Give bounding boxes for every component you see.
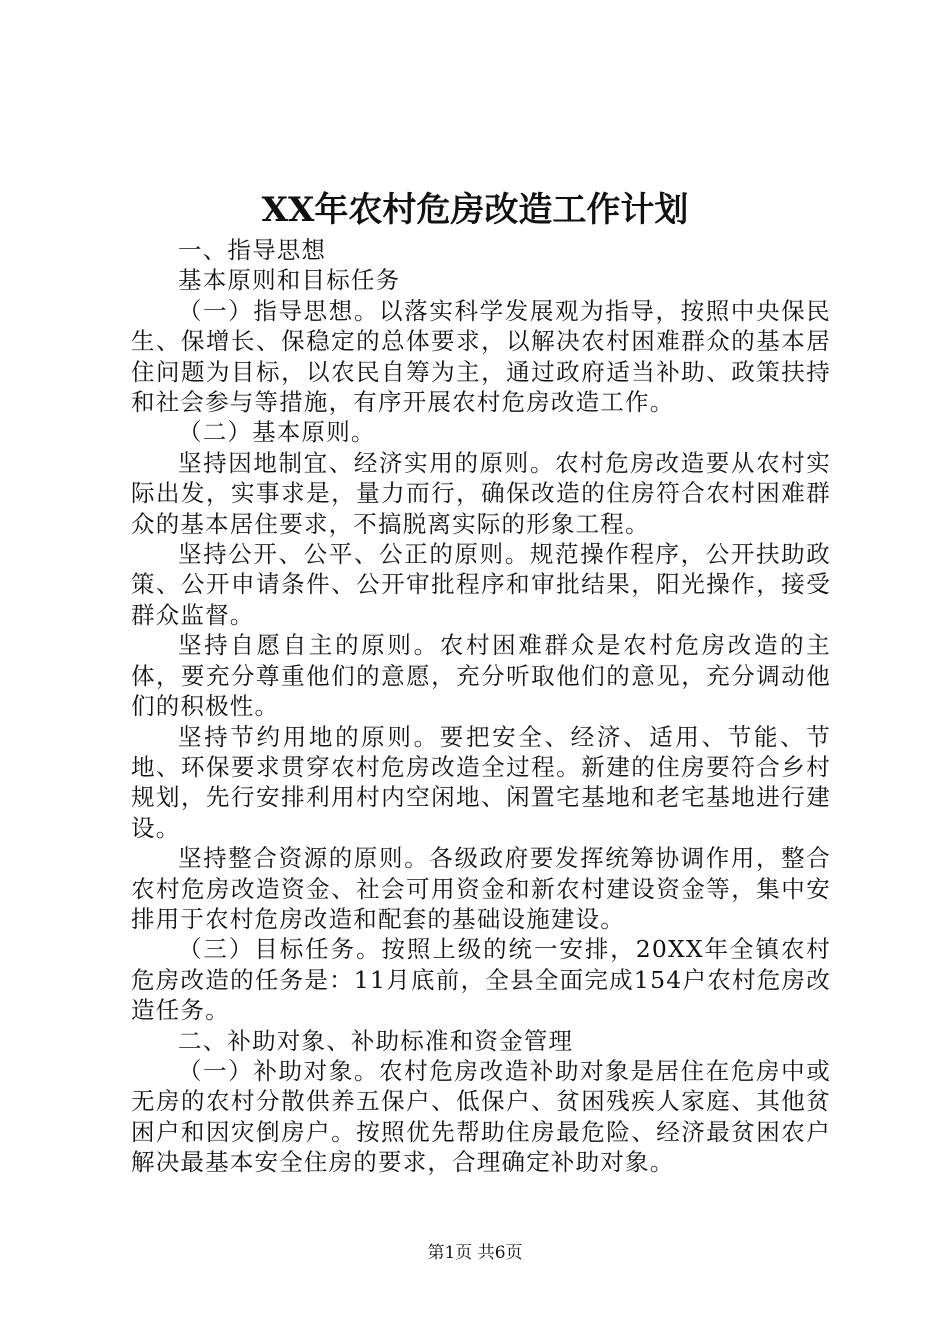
paragraph: 坚持因地制宜、经济实用的原则。农村危房改造要从农村实际出发，实事求是，量力而行，确保改造的住房符合农村困难群众的基本居住要求，不搞脱离实际的形象工程。 — [131, 448, 831, 538]
document-title: XX年农村危房改造工作计划 — [261, 190, 689, 230]
paragraph: （一）补助对象。农村危房改造补助对象是居住在危房中或无房的农村分散供养五保户、低保户、贫困残疾人家庭、其他贫困户和因灾倒房户。按照优先帮助住房最危险、经济最贫困农户解决最基本安全住房的要求，合理确定补助对象。 — [131, 1056, 831, 1177]
paragraph: （一）指导思想。以落实科学发展观为指导，按照中央保民生、保增长、保稳定的总体要求，以解决农村困难群众的基本居住问题为目标，以农民自筹为主，通过政府适当补助、政策扶持和社会参与等措施，有序开展农村危房改造工作。 — [131, 296, 831, 417]
paragraph: （二）基本原则。 — [178, 418, 376, 447]
paragraph: 坚持公开、公平、公正的原则。规范操作程序，公开扶助政策、公开申请条件、公开审批程序和审批结果，阳光操作，接受群众监督。 — [131, 540, 831, 629]
page-footer: 第1页 共6页 — [427, 1243, 523, 1263]
section-subheading: 基本原则和目标任务 — [178, 266, 401, 295]
paragraph: 坚持节约用地的原则。要把安全、经济、适用、节能、节地、环保要求贯穿农村危房改造全过程。新建的住房要符合乡村规划，先行安排利用村内空闲地、闲置宅基地和老宅基地进行建设。 — [131, 722, 831, 842]
paragraph: 坚持整合资源的原则。各级政府要发挥统筹协调作用，整合农村危房改造资金、社会可用资金和新农村建设资金等，集中安排用于农村危房改造和配套的基础设施建设。 — [131, 844, 831, 933]
section-heading: 一、指导思想 — [178, 236, 327, 264]
paragraph: 坚持自愿自主的原则。农村困难群众是农村危房改造的主体，要充分尊重他们的意愿，充分听取他们的意见，充分调动他们的积极性。 — [131, 631, 831, 721]
paragraph: （三）目标任务。按照上级的统一安排，20XX年全镇农村危房改造的任务是：11月底前，全县全面完成154户农村危房改造任务。 — [131, 935, 831, 1025]
document-body — [131, 235, 831, 1178]
section-heading: 二、补助对象、补助标准和资金管理 — [178, 1026, 574, 1055]
